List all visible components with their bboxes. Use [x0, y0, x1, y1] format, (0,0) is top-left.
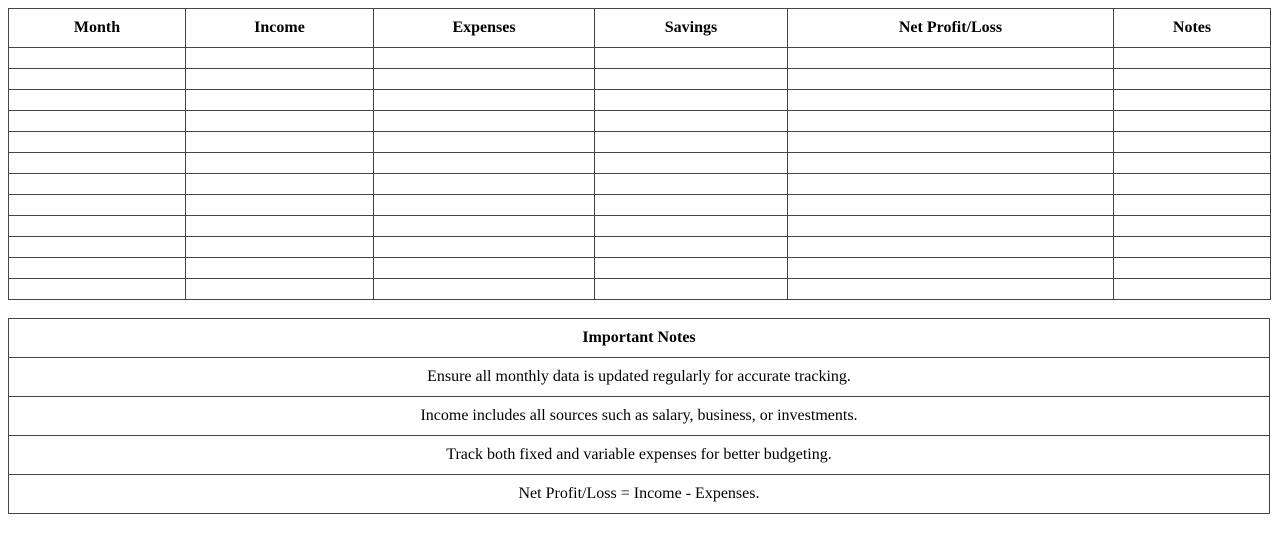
table-row: [9, 90, 1271, 111]
cell-expenses[interactable]: [374, 111, 595, 132]
cell-net-profit-loss[interactable]: [788, 48, 1114, 69]
cell-savings[interactable]: [595, 216, 788, 237]
cell-month[interactable]: [9, 195, 186, 216]
cell-savings[interactable]: [595, 69, 788, 90]
note-row: [9, 436, 1270, 475]
cell-notes[interactable]: [1114, 279, 1271, 300]
cell-savings[interactable]: [595, 279, 788, 300]
cell-net-profit-loss[interactable]: [788, 279, 1114, 300]
cell-net-profit-loss[interactable]: [788, 69, 1114, 90]
cell-month[interactable]: [9, 174, 186, 195]
cell-notes[interactable]: [1114, 132, 1271, 153]
cell-income[interactable]: [186, 153, 374, 174]
column-header-net-profit-loss: Net Profit/Loss: [788, 9, 1114, 48]
cell-expenses[interactable]: [374, 48, 595, 69]
cell-notes[interactable]: [1114, 111, 1271, 132]
cell-expenses[interactable]: [374, 195, 595, 216]
cell-notes[interactable]: [1114, 90, 1271, 111]
cell-income[interactable]: [186, 216, 374, 237]
cell-income[interactable]: [186, 279, 374, 300]
table-row: [9, 237, 1271, 258]
cell-income[interactable]: [186, 237, 374, 258]
note-row: [9, 397, 1270, 436]
column-header-savings: Savings: [595, 9, 788, 48]
cell-expenses[interactable]: [374, 153, 595, 174]
column-header-expenses: Expenses: [374, 9, 595, 48]
cell-expenses[interactable]: [374, 279, 595, 300]
cell-income[interactable]: [186, 69, 374, 90]
column-header-income: Income: [186, 9, 374, 48]
cell-month[interactable]: [9, 258, 186, 279]
cell-net-profit-loss[interactable]: [788, 174, 1114, 195]
cell-income[interactable]: [186, 132, 374, 153]
cell-month[interactable]: [9, 48, 186, 69]
cell-month[interactable]: [9, 90, 186, 111]
cell-expenses[interactable]: [374, 258, 595, 279]
cell-notes[interactable]: [1114, 174, 1271, 195]
note-text: Ensure all monthly data is updated regularly for accurate tracking.: [9, 358, 1270, 397]
cell-income[interactable]: [186, 195, 374, 216]
note-row: [9, 358, 1270, 397]
cell-notes[interactable]: [1114, 69, 1271, 90]
table-row: [9, 279, 1271, 300]
note-row: [9, 475, 1270, 514]
note-text: Net Profit/Loss = Income - Expenses.: [9, 475, 1270, 514]
note-text: Income includes all sources such as salary, business, or investments.: [9, 397, 1270, 436]
cell-savings[interactable]: [595, 111, 788, 132]
cell-month[interactable]: [9, 237, 186, 258]
cell-net-profit-loss[interactable]: [788, 90, 1114, 111]
cell-savings[interactable]: [595, 258, 788, 279]
cell-net-profit-loss[interactable]: [788, 153, 1114, 174]
cell-notes[interactable]: [1114, 195, 1271, 216]
table-row: [9, 69, 1271, 90]
cell-expenses[interactable]: [374, 69, 595, 90]
cell-net-profit-loss[interactable]: [788, 195, 1114, 216]
important-notes-table: [8, 318, 1270, 514]
cell-income[interactable]: [186, 48, 374, 69]
cell-expenses[interactable]: [374, 90, 595, 111]
cell-income[interactable]: [186, 174, 374, 195]
cell-income[interactable]: [186, 258, 374, 279]
cell-savings[interactable]: [595, 153, 788, 174]
cell-month[interactable]: [9, 69, 186, 90]
cell-notes[interactable]: [1114, 48, 1271, 69]
cell-notes[interactable]: [1114, 216, 1271, 237]
cell-net-profit-loss[interactable]: [788, 258, 1114, 279]
monthly-table-body: [9, 48, 1271, 300]
cell-savings[interactable]: [595, 90, 788, 111]
cell-notes[interactable]: [1114, 153, 1271, 174]
cell-month[interactable]: [9, 279, 186, 300]
notes-header-row: [9, 319, 1270, 358]
cell-month[interactable]: [9, 111, 186, 132]
cell-income[interactable]: [186, 90, 374, 111]
note-text: Track both fixed and variable expenses for better budgeting.: [9, 436, 1270, 475]
table-row: [9, 132, 1271, 153]
monthly-finance-table: [8, 8, 1271, 300]
cell-month[interactable]: [9, 153, 186, 174]
cell-month[interactable]: [9, 216, 186, 237]
cell-notes[interactable]: [1114, 237, 1271, 258]
table-row: [9, 258, 1271, 279]
table-row: [9, 111, 1271, 132]
cell-savings[interactable]: [595, 132, 788, 153]
cell-net-profit-loss[interactable]: [788, 216, 1114, 237]
cell-income[interactable]: [186, 111, 374, 132]
column-header-notes: Notes: [1114, 9, 1271, 48]
table-row: [9, 216, 1271, 237]
table-row: [9, 195, 1271, 216]
table-row: [9, 174, 1271, 195]
cell-net-profit-loss[interactable]: [788, 111, 1114, 132]
cell-expenses[interactable]: [374, 132, 595, 153]
table-row: [9, 153, 1271, 174]
cell-expenses[interactable]: [374, 237, 595, 258]
cell-savings[interactable]: [595, 174, 788, 195]
cell-savings[interactable]: [595, 195, 788, 216]
column-header-month: Month: [9, 9, 186, 48]
notes-title: Important Notes: [9, 319, 1270, 358]
table-row: [9, 48, 1271, 69]
cell-net-profit-loss[interactable]: [788, 237, 1114, 258]
cell-notes[interactable]: [1114, 258, 1271, 279]
header-row: [9, 9, 1271, 48]
cell-savings[interactable]: [595, 48, 788, 69]
cell-savings[interactable]: [595, 237, 788, 258]
cell-expenses[interactable]: [374, 216, 595, 237]
cell-expenses[interactable]: [374, 174, 595, 195]
cell-net-profit-loss[interactable]: [788, 132, 1114, 153]
cell-month[interactable]: [9, 132, 186, 153]
